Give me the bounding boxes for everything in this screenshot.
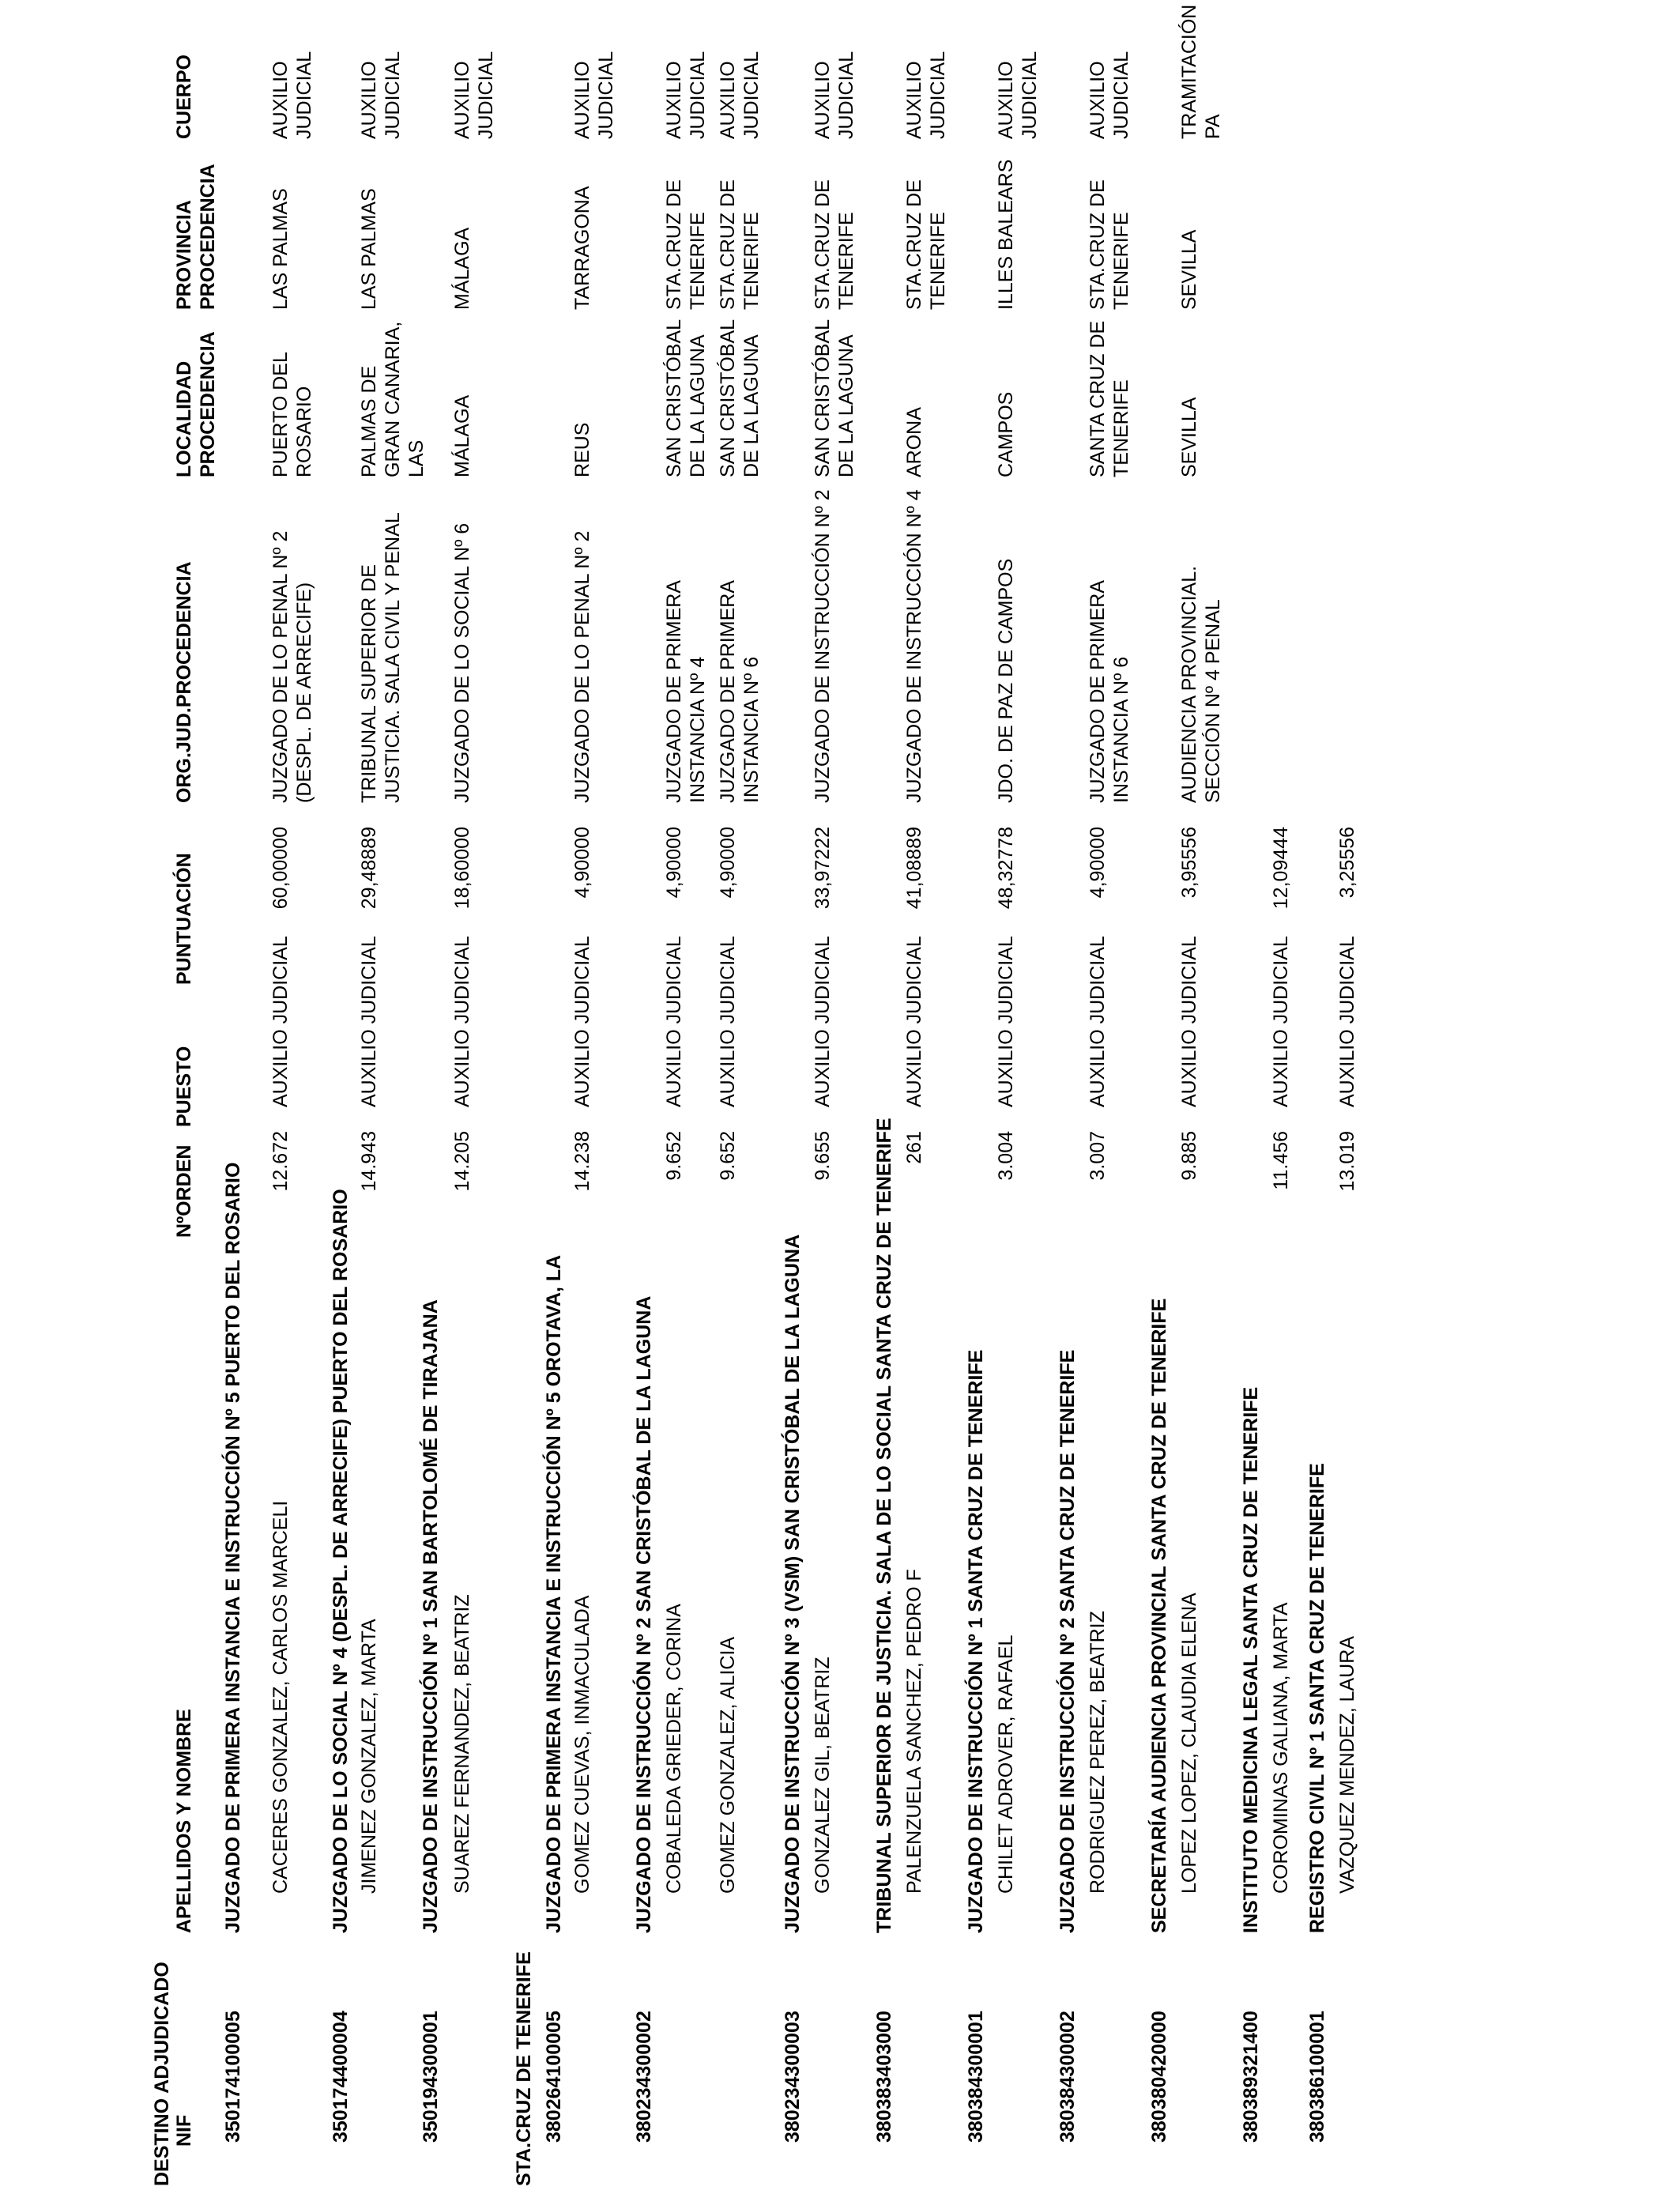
row-puntuacion: 3,25556 [1336,827,1358,899]
row-norden: 13.019 [1336,1131,1358,1192]
row-cuerpo: AUXILIO JUDICIAL [1087,51,1132,139]
row-provincia: ILLES BALEARS [995,159,1017,310]
row-puesto: AUXILIO JUDICIAL [1178,936,1200,1107]
row-nombre: CACERES GONZALEZ, CARLOS MARCELI [269,1500,292,1894]
row-provincia: STA.CRUZ DE TENERIFE [717,179,763,310]
row-provincia: STA.CRUZ DE TENERIFE [812,179,857,310]
row-puntuacion: 3,95556 [1178,827,1200,899]
localidad-header: LOCALIDAD PROCEDENCIA [173,331,219,477]
row-localidad: PUERTO DEL ROSARIO [269,352,315,477]
puntuacion-header: PUNTUACIÓN [173,853,195,985]
row-norden: 9.885 [1178,1131,1200,1181]
group-name: JUZGADO DE INSTRUCCIÓN Nº 1 SANTA CRUZ DE TENERIFE [965,1349,987,1933]
row-provincia: STA.CRUZ DE TENERIFE [663,179,709,310]
row-norden: 9.652 [717,1131,739,1181]
row-provincia: STA.CRUZ DE TENERIFE [1087,179,1132,310]
province-heading: STA.CRUZ DE TENERIFE [513,1951,535,2186]
row-localidad: REUS [571,422,593,477]
row-org: JDO. DE PAZ DE CAMPOS [995,558,1017,803]
group-code: 380384300001 [965,2011,987,2143]
row-norden: 11.456 [1270,1131,1292,1190]
row-puntuacion: 29,48889 [358,827,380,910]
row-puesto: AUXILIO JUDICIAL [451,936,473,1107]
puesto-header: PUESTO [173,1046,195,1127]
row-puntuacion: 4,90000 [717,827,739,899]
row-norden: 3.007 [1087,1131,1109,1181]
row-localidad: MÁLAGA [451,394,473,477]
row-norden: 14.205 [451,1131,473,1192]
row-nombre: GOMEZ CUEVAS, INMACULADA [571,1595,593,1894]
row-puntuacion: 18,60000 [451,827,473,910]
row-puesto: AUXILIO JUDICIAL [358,936,380,1107]
group-name: JUZGADO DE INSTRUCCIÓN Nº 2 SAN CRISTÓBAL DE LA LAGUNA [633,1295,655,1933]
row-org: JUZGADO DE LO PENAL Nº 2 (DESPL. DE ARRECIFE) [269,530,315,803]
org-header: ORG.JUD.PROCEDENCIA [173,561,195,803]
group-code: 380264100005 [543,2011,565,2143]
group-name: JUZGADO DE INSTRUCCIÓN Nº 1 SAN BARTOLOMÉ DE TIRAJANA [420,1299,442,1933]
row-nombre: GOMEZ GONZALEZ, ALICIA [717,1636,739,1894]
row-cuerpo: AUXILIO JUDICIAL [269,51,315,139]
cuerpo-header: CUERPO [173,55,195,139]
row-provincia: LAS PALMAS [358,188,380,310]
group-name: JUZGADO DE PRIMERA INSTANCIA E INSTRUCCIÓN Nº 5 OROTAVA, LA [543,1254,565,1933]
row-org: JUZGADO DE PRIMERA INSTANCIA Nº 4 [663,581,709,803]
group-name: JUZGADO DE LO SOCIAL Nº 4 (DESPL. DE ARRECIFE) PUERTO DEL ROSARIO [330,1189,352,1933]
row-nombre: JIMENEZ GONZALEZ, MARTA [358,1619,380,1894]
row-puesto: AUXILIO JUDICIAL [1087,936,1109,1107]
group-name: JUZGADO DE PRIMERA INSTANCIA E INSTRUCCIÓN Nº 5 PUERTO DEL ROSARIO [222,1162,244,1933]
row-org: AUDIENCIA PROVINCIAL. SECCIÓN Nº 4 PENAL [1178,565,1224,803]
group-code: 380384300002 [1057,2011,1079,2143]
row-puesto: AUXILIO JUDICIAL [571,936,593,1107]
row-nombre: RODRIGUEZ PEREZ, BEATRIZ [1087,1611,1109,1894]
row-nombre: PALENZUELA SANCHEZ, PEDRO F [903,1569,925,1894]
row-localidad: SAN CRISTÓBAL DE LA LAGUNA [812,319,857,477]
row-org: JUZGADO DE LO SOCIAL Nº 6 [451,522,473,803]
group-code: 350174400004 [330,2011,352,2143]
row-puesto: AUXILIO JUDICIAL [995,936,1017,1107]
group-name: JUZGADO DE INSTRUCCIÓN Nº 3 (VSM) SAN CRISTÓBAL DE LA LAGUNA [782,1234,804,1933]
row-provincia: SEVILLA [1178,229,1200,310]
row-nombre: COROMINAS GALIANA, MARTA [1270,1602,1292,1894]
group-code: 380386100001 [1306,2011,1328,2143]
row-puntuacion: 48,32778 [995,827,1017,910]
row-provincia: STA.CRUZ DE TENERIFE [903,179,949,310]
row-puntuacion: 4,90000 [571,827,593,899]
row-localidad: SAN CRISTÓBAL DE LA LAGUNA [717,319,763,477]
row-norden: 14.238 [571,1131,593,1192]
row-nombre: COBALEDA GRIEDER, CORINA [663,1604,685,1894]
group-code: 380380420000 [1148,2011,1170,2143]
group-code: 350194300001 [420,2011,442,2143]
nif-header: NIF [173,2114,195,2147]
row-localidad: SANTA CRUZ DE TENERIFE [1087,320,1132,477]
group-code: 380389321400 [1240,2011,1262,2143]
row-cuerpo: AUXILIO JUDICIAL [571,51,617,139]
row-puesto: AUXILIO JUDICIAL [663,936,685,1107]
row-puntuacion: 60,00000 [269,827,292,910]
row-norden: 12.672 [269,1131,292,1192]
row-nombre: SUAREZ FERNANDEZ, BEATRIZ [451,1594,473,1894]
row-provincia: TARRAGONA [571,186,593,310]
row-localidad: PALMAS DE GRAN CANARIA, LAS [358,321,428,477]
row-cuerpo: AUXILIO JUDICIAL [812,51,857,139]
row-puntuacion: 12,09444 [1270,827,1292,910]
group-code: 380383403000 [873,2011,895,2143]
group-name: REGISTRO CIVIL Nº 1 SANTA CRUZ DE TENERIFE [1306,1463,1328,1933]
group-code: 380234300002 [633,2011,655,2143]
group-code: 350174100005 [222,2011,244,2143]
row-cuerpo: AUXILIO JUDICIAL [663,51,709,139]
group-name: SECRETARÍA AUDIENCIA PROVINCIAL SANTA CRUZ DE TENERIFE [1148,1298,1170,1933]
row-puesto: AUXILIO JUDICIAL [903,936,925,1107]
row-nombre: VAZQUEZ MENDEZ, LAURA [1336,1636,1358,1894]
row-puesto: AUXILIO JUDICIAL [1336,936,1358,1107]
row-provincia: MÁLAGA [451,227,473,310]
row-localidad: SAN CRISTÓBAL DE LA LAGUNA [663,319,709,477]
row-cuerpo: AUXILIO JUDICIAL [903,51,949,139]
row-norden: 9.655 [812,1131,834,1181]
row-org: JUZGADO DE LO PENAL Nº 2 [571,530,593,803]
row-cuerpo: AUXILIO JUDICIAL [717,51,763,139]
row-localidad: SEVILLA [1178,397,1200,477]
row-puntuacion: 4,90000 [1087,827,1109,899]
group-name: TRIBUNAL SUPERIOR DE JUSTICIA. SALA DE LO SOCIAL SANTA CRUZ DE TENERIFE [873,1118,895,1933]
row-norden: 261 [903,1131,925,1164]
row-provincia: LAS PALMAS [269,188,292,310]
row-org: JUZGADO DE PRIMERA INSTANCIA Nº 6 [1087,581,1132,803]
group-name: JUZGADO DE INSTRUCCIÓN Nº 2 SANTA CRUZ DE TENERIFE [1057,1349,1079,1933]
row-org: JUZGADO DE INSTRUCCIÓN Nº 2 [812,489,834,803]
provincia-header: PROVINCIA PROCEDENCIA [173,164,219,310]
group-code: 380234300003 [782,2011,804,2143]
row-norden: 14.943 [358,1131,380,1192]
row-nombre: LOPEZ LOPEZ, CLAUDIA ELENA [1178,1593,1200,1894]
row-norden: 9.652 [663,1131,685,1181]
row-puntuacion: 4,90000 [663,827,685,899]
row-puntuacion: 33,97222 [812,827,834,910]
norden-header: NºORDEN [173,1144,195,1238]
row-localidad: CAMPOS [995,391,1017,477]
row-norden: 3.004 [995,1131,1017,1181]
row-org: JUZGADO DE PRIMERA INSTANCIA Nº 6 [717,581,763,803]
row-cuerpo: AUXILIO JUDICIAL [995,51,1041,139]
row-cuerpo: AUXILIO JUDICIAL [358,51,404,139]
row-puesto: AUXILIO JUDICIAL [812,936,834,1107]
row-localidad: ARONA [903,407,925,477]
row-nombre: CHILET ADROVER, RAFAEL [995,1634,1017,1894]
row-nombre: GONZALEZ GIL, BEATRIZ [812,1657,834,1894]
row-cuerpo: AUXILIO JUDICIAL [451,51,497,139]
nombre-header: APELLIDOS Y NOMBRE [173,1709,195,1933]
row-puesto: AUXILIO JUDICIAL [1270,936,1292,1107]
row-puesto: AUXILIO JUDICIAL [269,936,292,1107]
row-puesto: AUXILIO JUDICIAL [717,936,739,1107]
row-org: TRIBUNAL SUPERIOR DE JUSTICIA. SALA CIVIL Y PENAL [358,512,404,803]
row-cuerpo: TRAMITACIÓN PA [1178,4,1224,139]
row-org: JUZGADO DE INSTRUCCIÓN Nº 4 [903,489,925,803]
row-puntuacion: 41,08889 [903,827,925,910]
destino-adjudicado-header: DESTINO ADJUDICADO [151,1962,173,2186]
group-name: INSTITUTO MEDICINA LEGAL SANTA CRUZ DE TENERIFE [1240,1386,1262,1933]
